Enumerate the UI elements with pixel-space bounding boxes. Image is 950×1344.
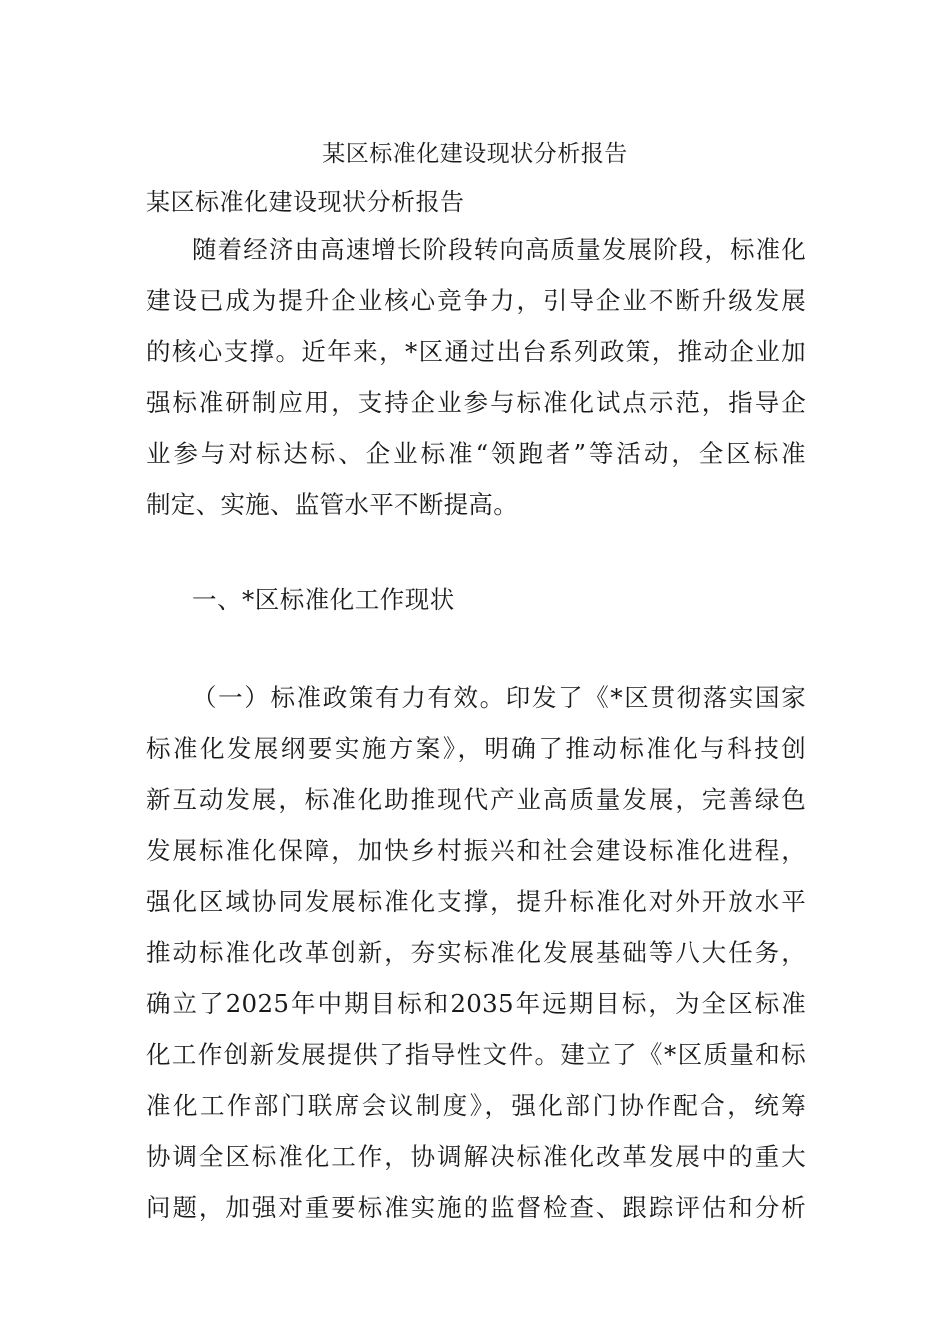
- document-subtitle: 某区标准化建设现状分析报告: [146, 188, 465, 216]
- intro-paragraph: [146, 224, 806, 530]
- paragraph-line: 业参与对标达标、企业标准“领跑者”等活动，全区标准: [146, 439, 806, 468]
- document-title: 某区标准化建设现状分析报告: [322, 141, 628, 167]
- paragraph-line: 的核心支撑。近年来，*区通过出台系列政策，推动企业加: [146, 337, 806, 366]
- paragraph-line: 随着经济由高速增长阶段转向高质量发展阶段，标准化: [192, 235, 806, 264]
- paragraph-line: 制定、实施、监管水平不断提高。: [146, 490, 518, 519]
- section1-paragraph: [146, 672, 806, 1233]
- paragraph-line: 建设已成为提升企业核心竞争力，引导企业不断升级发展: [146, 286, 806, 315]
- paragraph-line: 强化区域协同发展标准化支撑，提升标准化对外开放水平: [146, 887, 806, 916]
- paragraph-line: 强标准研制应用，支持企业参与标准化试点示范，指导企: [146, 388, 806, 417]
- paragraph-line: 发展标准化保障，加快乡村振兴和社会建设标准化进程，: [146, 836, 806, 865]
- paragraph-line: 化工作创新发展提供了指导性文件。建立了《*区质量和标: [146, 1040, 806, 1069]
- paragraph-line: 新互动发展，标准化助推现代产业高质量发展，完善绿色: [146, 785, 806, 814]
- paragraph-line: （一）标准政策有力有效。印发了《*区贯彻落实国家: [192, 683, 806, 712]
- section-heading: 一、*区标准化工作现状: [192, 585, 455, 614]
- paragraph-line: 协调全区标准化工作，协调解决标准化改革发展中的重大: [146, 1142, 806, 1171]
- paragraph-line: 标准化发展纲要实施方案》，明确了推动标准化与科技创: [146, 734, 806, 763]
- paragraph-line: 推动标准化改革创新，夯实标准化发展基础等八大任务，: [146, 938, 806, 967]
- paragraph-line: 问题，加强对重要标准实施的监督检查、跟踪评估和分析: [146, 1193, 806, 1222]
- paragraph-line: 确立了2025年中期目标和2035年远期目标，为全区标准: [146, 989, 806, 1018]
- paragraph-line: 准化工作部门联席会议制度》，强化部门协作配合，统筹: [146, 1091, 806, 1120]
